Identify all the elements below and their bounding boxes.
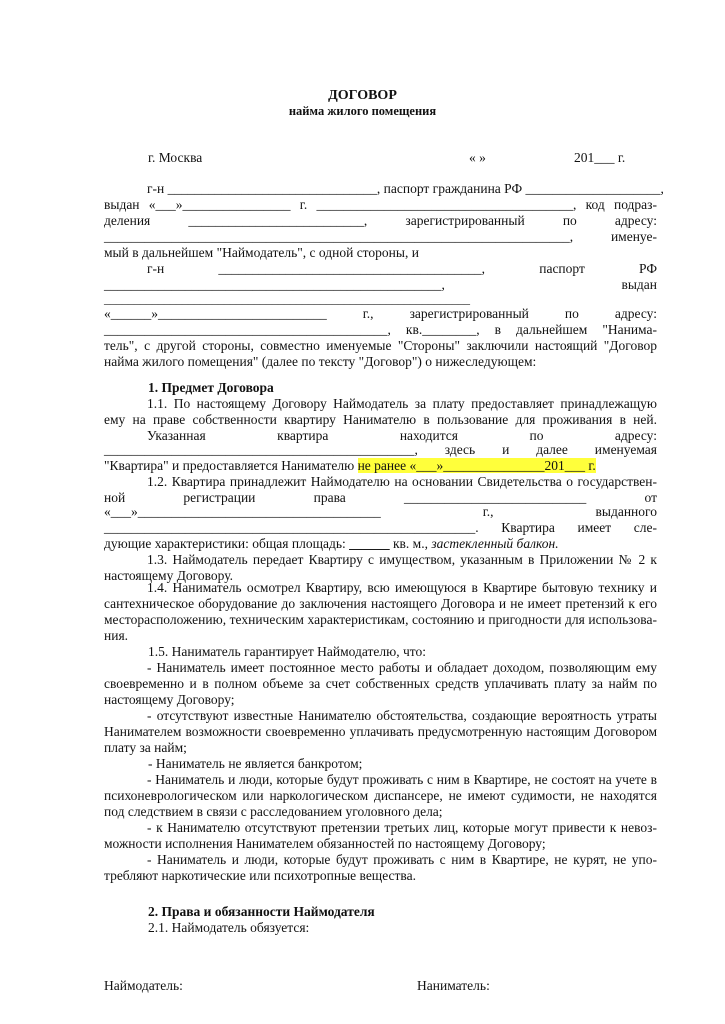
tenant-line-2: __________________________________________________, выдан [104, 277, 657, 292]
landlord-line-2: выдан «___»________________ г. ______________________________________, код подраз- [104, 197, 657, 212]
signature-tenant-label: Наниматель: [417, 978, 490, 993]
guarantee-4-line-1: - Наниматель и люди, которые будут проживать с ним в Квартире, не состоят на учете в [147, 772, 657, 787]
guarantee-2-line-2: Нанимателем возможности своевременно уплачивать предусмотренную настоящим Договором [104, 724, 657, 739]
section-1-heading: 1. Предмет Договора [148, 380, 274, 395]
area-units: кв. м., [389, 536, 432, 551]
year: 201___ г. [574, 150, 626, 165]
tenant-line-7: найма жилого помещения" (далее по тексту "Договор") о нижеследующем: [104, 354, 537, 369]
clause-1-4-line-1: 1.4. Наниматель осмотрел Квартиру, всю имеющуюся в Квартире бытовую технику и [147, 580, 657, 595]
clause-1-5: 1.5. Наниматель гарантирует Наймодателю, что: [148, 644, 426, 659]
clause-1-2-line-5 [104, 536, 559, 552]
guarantee-2-line-1: - отсутствуют известные Нанимателю обстоятельства, создающие вероятность утраты [147, 708, 657, 723]
tenant-line-5: __________________________________________, кв.________, в дальнейшем "Нанима- [104, 322, 657, 337]
document-subtitle: найма жилого помещения [288, 104, 437, 118]
guarantee-3: - Наниматель не является банкротом; [148, 756, 363, 771]
clause-1-2-line-4: _______________________________________________________. Квартира имеет сле- [104, 520, 657, 535]
guarantee-4-line-3: под следствием в связи с расследованием уголовного дела; [104, 804, 443, 819]
section-2-heading: 2. Права и обязанности Наймодателя [148, 904, 375, 919]
clause-1-4-line-3: месторасположению, техническим характеристикам, состоянию и пригодности для использова- [104, 612, 657, 627]
signature-landlord-label: Наймодатель: [104, 978, 183, 993]
clause-1-1-line-5 [104, 458, 596, 474]
tenant-line-6: тель", с другой стороны, совместно именуемые "Стороны" заключили настоящий "Договор [104, 338, 657, 353]
clause-1-1-line-1: 1.1. По настоящему Договору Наймодатель за плату предоставляет принадлежащую [147, 396, 657, 411]
tenant-line-1: г-н _______________________________________, паспорт РФ [147, 261, 657, 276]
clause-1-3-line-1: 1.3. Наймодатель передает Квартиру с имуществом, указанным в Приложении № 2 к [147, 552, 657, 567]
guarantee-4-line-2: психоневрологическом или наркологическом диспансере, не имеют судимости, не находятся [104, 788, 657, 803]
guarantee-1-line-2: своевременно и в полном объеме за счет собственных средств уплачивать плату за найм по [104, 676, 657, 691]
guarantee-5-line-1: - к Нанимателю отсутствуют претензии третьих лиц, которые могут привести к невоз- [147, 820, 657, 835]
document-title: ДОГОВОР [328, 88, 397, 103]
tenant-line-4: «______»_________________________ г., зарегистрированный по адресу: [104, 306, 657, 321]
landlord-line-4: _____________________________________________________________________, именуе- [104, 229, 657, 244]
guarantee-1-line-1: - Наниматель имеет постоянное место работы и обладает доходом, позволяющим ему [147, 660, 657, 675]
clause-1-1-line-4: ______________________________________________, здесь и далее именуемая [104, 442, 657, 457]
clause-1-2-line-1: 1.2. Квартира принадлежит Наймодателю на основании Свидетельства о государствен- [147, 474, 657, 489]
clause-1-3-line-2: настоящему Договору. [104, 568, 233, 583]
characteristics-text: дующие характеристики: общая площадь: [104, 536, 350, 551]
clause-1-2-line-3: «___»____________________________________ г., выданного [104, 504, 657, 519]
area-blank: ______ [349, 536, 390, 551]
clause-1-2-line-2: ной регистрации права ___________________________ от [104, 490, 657, 505]
highlighted-date: не ранее «___»_______________201___ г. [357, 458, 596, 473]
clause-1-1-line-2: ему на праве собственности квартиру Нанимателю в пользование для проживания в ней. [104, 412, 657, 427]
landlord-line-5: мый в дальнейшем "Наймодатель", с одной стороны, и [104, 245, 419, 260]
clause-1-4-line-4: ния. [104, 628, 129, 643]
clause-2-1: 2.1. Наймодатель обязуется: [148, 920, 310, 935]
guarantee-6-line-2: требляют наркотические или психотропные вещества. [104, 868, 416, 883]
clause-1-1-text: "Квартира" и предоставляется Нанимателю [104, 458, 358, 473]
date-quotes: « » [469, 150, 486, 165]
city: г. Москва [148, 150, 203, 165]
landlord-line-1: г-н _______________________________, паспорт гражданина РФ ____________________, [147, 181, 664, 196]
balcony-text: застекленный балкон. [431, 536, 559, 551]
guarantee-1-line-3: настоящему Договору; [104, 692, 235, 707]
landlord-line-3: деления __________________________, зарегистрированный по адресу: [104, 213, 657, 228]
guarantee-5-line-2: можности исполнения Нанимателем обязанностей по настоящему Договору; [104, 836, 546, 851]
guarantee-6-line-1: - Наниматель и люди, которые будут проживать с ним в Квартире, не курят, не упо- [147, 852, 657, 867]
clause-1-4-line-2: сантехническое оборудование до заключения настоящего Договора и не имеет претензий к его [104, 596, 657, 611]
tenant-line-3: _____________________________________________________________ [104, 292, 470, 306]
guarantee-2-line-3: плату за найм; [104, 740, 187, 755]
clause-1-1-line-3: Указанная квартира находится по адресу: [147, 428, 657, 443]
